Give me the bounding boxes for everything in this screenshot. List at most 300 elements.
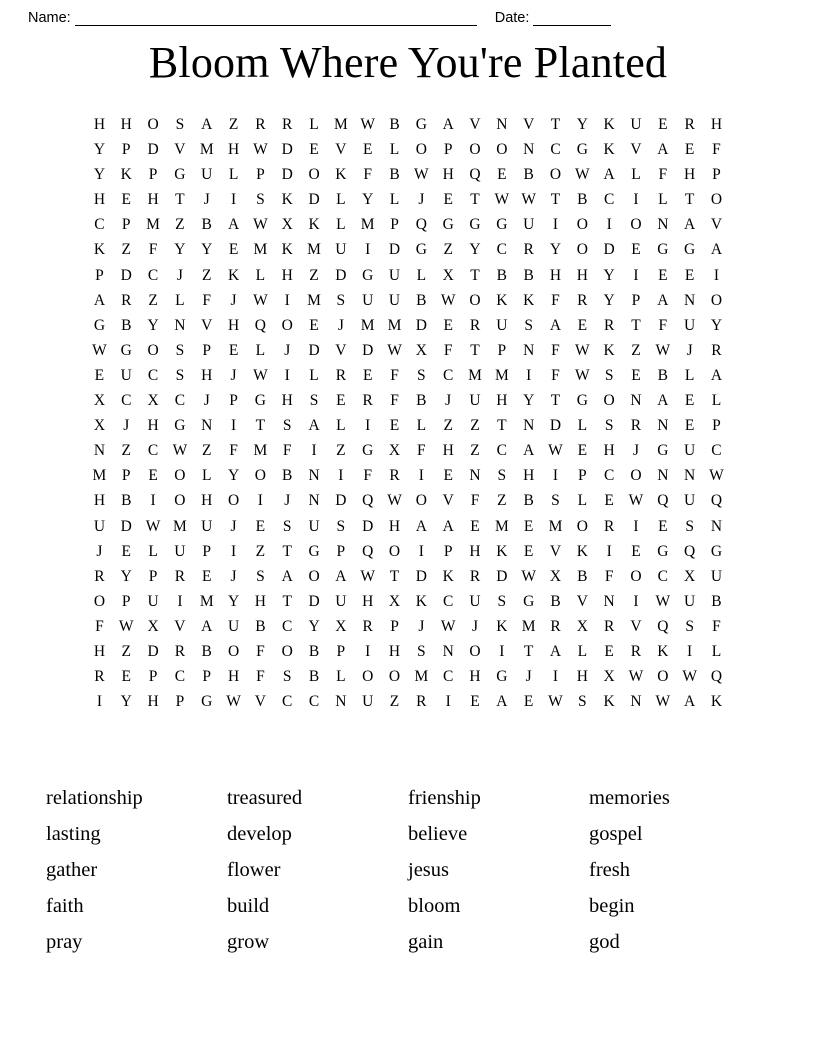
grid-letter[interactable]: O: [469, 642, 481, 660]
grid-letter[interactable]: U: [201, 517, 213, 535]
grid-letter[interactable]: S: [497, 467, 507, 485]
grid-letter[interactable]: F: [390, 366, 399, 384]
grid-letter[interactable]: D: [335, 266, 347, 284]
grid-letter[interactable]: I: [633, 266, 639, 284]
grid-letter[interactable]: J: [284, 492, 291, 510]
grid-letter[interactable]: Y: [227, 592, 240, 610]
grid-letter[interactable]: B: [416, 392, 427, 410]
grid-letter[interactable]: N: [93, 442, 106, 460]
grid-letter[interactable]: C: [308, 693, 320, 711]
grid-letter[interactable]: W: [118, 617, 134, 635]
grid-letter[interactable]: A: [227, 216, 240, 234]
grid-letter[interactable]: Q: [684, 542, 696, 560]
grid-letter[interactable]: D: [362, 517, 374, 535]
grid-letter[interactable]: N: [335, 693, 347, 711]
grid-letter[interactable]: S: [282, 517, 292, 535]
grid-letter[interactable]: H: [576, 668, 588, 686]
grid-letter[interactable]: N: [657, 417, 669, 435]
grid-letter[interactable]: G: [576, 141, 588, 159]
grid-letter[interactable]: K: [415, 592, 427, 610]
grid-letter[interactable]: V: [335, 341, 347, 359]
grid-letter[interactable]: M: [307, 291, 321, 309]
grid-letter[interactable]: A: [93, 291, 106, 309]
grid-letter[interactable]: G: [362, 442, 374, 460]
grid-letter[interactable]: E: [255, 517, 266, 535]
grid-letter[interactable]: O: [388, 668, 401, 686]
grid-letter[interactable]: R: [603, 617, 615, 635]
grid-letter[interactable]: P: [175, 693, 185, 711]
word-list-item[interactable]: believe: [408, 823, 468, 845]
grid-letter[interactable]: U: [201, 166, 213, 184]
grid-letter[interactable]: O: [281, 642, 293, 660]
grid-letter[interactable]: O: [147, 341, 159, 359]
grid-letter[interactable]: S: [336, 517, 346, 535]
grid-letter[interactable]: E: [604, 642, 614, 660]
grid-letter[interactable]: X: [415, 341, 427, 359]
grid-letter[interactable]: X: [335, 617, 347, 635]
grid-letter[interactable]: Y: [549, 241, 562, 259]
grid-letter[interactable]: M: [414, 668, 429, 686]
grid-letter[interactable]: C: [282, 617, 293, 635]
grid-letter[interactable]: W: [655, 341, 671, 359]
grid-letter[interactable]: D: [147, 642, 159, 660]
grid-letter[interactable]: R: [630, 417, 642, 435]
grid-letter[interactable]: U: [335, 592, 347, 610]
grid-letter[interactable]: J: [471, 617, 479, 635]
grid-letter[interactable]: N: [523, 141, 535, 159]
grid-letter[interactable]: X: [684, 567, 696, 585]
grid-letter[interactable]: M: [92, 467, 107, 485]
grid-letter[interactable]: K: [523, 291, 535, 309]
grid-letter[interactable]: T: [255, 417, 266, 435]
grid-letter[interactable]: D: [415, 567, 427, 585]
grid-letter[interactable]: U: [684, 592, 696, 610]
grid-letter[interactable]: O: [227, 492, 240, 510]
grid-letter[interactable]: P: [578, 467, 587, 485]
grid-letter[interactable]: L: [336, 216, 346, 234]
word-list-item[interactable]: gather: [46, 859, 98, 881]
grid-letter[interactable]: R: [469, 567, 481, 585]
grid-letter[interactable]: O: [174, 467, 186, 485]
grid-letter[interactable]: G: [254, 392, 266, 410]
grid-letter[interactable]: B: [389, 116, 400, 133]
grid-letter[interactable]: B: [255, 617, 266, 635]
grid-letter[interactable]: D: [308, 592, 320, 610]
grid-letter[interactable]: F: [390, 392, 399, 410]
grid-letter[interactable]: I: [418, 542, 424, 560]
grid-letter[interactable]: G: [174, 166, 186, 184]
grid-letter[interactable]: Y: [603, 266, 615, 284]
grid-letter[interactable]: O: [254, 467, 266, 485]
grid-letter[interactable]: B: [416, 291, 427, 309]
grid-letter[interactable]: O: [710, 291, 723, 309]
grid-letter[interactable]: U: [147, 592, 159, 610]
grid-letter[interactable]: K: [442, 567, 454, 585]
grid-letter[interactable]: E: [523, 517, 534, 535]
grid-letter[interactable]: O: [657, 668, 669, 686]
grid-letter[interactable]: F: [256, 668, 265, 686]
grid-letter[interactable]: D: [362, 341, 374, 359]
grid-letter[interactable]: T: [389, 567, 400, 585]
grid-letter[interactable]: S: [524, 316, 533, 334]
grid-letter[interactable]: G: [415, 116, 427, 133]
grid-letter[interactable]: V: [523, 116, 535, 133]
grid-letter[interactable]: C: [282, 693, 293, 711]
grid-letter[interactable]: J: [176, 266, 183, 284]
grid-letter[interactable]: K: [603, 693, 615, 711]
grid-letter[interactable]: F: [604, 567, 614, 585]
grid-letter[interactable]: O: [308, 166, 320, 184]
grid-letter[interactable]: X: [549, 567, 562, 585]
grid-letter[interactable]: W: [387, 341, 402, 359]
grid-letter[interactable]: V: [174, 617, 186, 635]
grid-letter[interactable]: M: [173, 517, 187, 535]
grid-letter[interactable]: Z: [201, 442, 212, 460]
grid-letter[interactable]: F: [658, 316, 668, 334]
grid-letter[interactable]: N: [684, 467, 696, 485]
grid-letter[interactable]: W: [628, 492, 644, 510]
grid-letter[interactable]: I: [311, 442, 317, 460]
grid-letter[interactable]: M: [253, 442, 268, 460]
grid-letter[interactable]: O: [415, 141, 427, 159]
grid-letter[interactable]: E: [309, 141, 319, 159]
grid-letter[interactable]: J: [230, 366, 237, 384]
grid-letter[interactable]: T: [550, 191, 561, 209]
grid-letter[interactable]: O: [388, 542, 401, 560]
grid-letter[interactable]: T: [523, 642, 534, 660]
grid-letter[interactable]: S: [175, 366, 185, 384]
grid-letter[interactable]: B: [308, 668, 320, 686]
grid-letter[interactable]: U: [308, 517, 320, 535]
grid-letter[interactable]: T: [631, 316, 641, 334]
grid-letter[interactable]: N: [630, 392, 642, 410]
grid-letter[interactable]: B: [657, 366, 668, 384]
grid-letter[interactable]: I: [552, 668, 559, 686]
grid-letter[interactable]: L: [416, 266, 427, 284]
grid-letter[interactable]: Q: [710, 492, 723, 510]
grid-letter[interactable]: E: [228, 241, 239, 259]
grid-letter[interactable]: T: [470, 341, 480, 359]
grid-letter[interactable]: L: [309, 116, 319, 133]
grid-letter[interactable]: A: [549, 316, 562, 334]
grid-letter[interactable]: R: [577, 291, 588, 309]
grid-letter[interactable]: A: [308, 417, 320, 435]
grid-letter[interactable]: Z: [228, 116, 239, 133]
word-list-item[interactable]: build: [227, 895, 270, 917]
grid-letter[interactable]: P: [148, 567, 158, 585]
grid-letter[interactable]: G: [120, 341, 132, 359]
word-search-grid[interactable]: [86, 112, 730, 714]
grid-letter[interactable]: Z: [121, 241, 131, 259]
grid-letter[interactable]: I: [284, 366, 290, 384]
grid-letter[interactable]: M: [387, 316, 402, 334]
grid-letter[interactable]: F: [712, 617, 721, 635]
grid-letter[interactable]: E: [470, 693, 480, 711]
grid-letter[interactable]: F: [658, 166, 668, 184]
grid-letter[interactable]: F: [229, 442, 238, 460]
grid-letter[interactable]: G: [657, 241, 669, 259]
grid-letter[interactable]: V: [630, 141, 642, 159]
grid-letter[interactable]: O: [174, 492, 186, 510]
grid-letter[interactable]: U: [93, 517, 106, 535]
grid-letter[interactable]: U: [227, 617, 240, 635]
grid-letter[interactable]: W: [521, 567, 536, 585]
grid-letter[interactable]: R: [603, 517, 615, 535]
grid-letter[interactable]: S: [497, 592, 507, 610]
grid-letter[interactable]: L: [228, 166, 239, 184]
grid-letter[interactable]: D: [415, 316, 427, 334]
grid-letter[interactable]: K: [710, 693, 723, 711]
grid-letter[interactable]: U: [469, 392, 481, 410]
grid-letter[interactable]: Q: [657, 617, 669, 635]
grid-letter[interactable]: O: [603, 392, 615, 410]
grid-letter[interactable]: I: [365, 417, 371, 435]
grid-letter[interactable]: C: [550, 141, 561, 159]
grid-letter[interactable]: O: [630, 467, 642, 485]
grid-letter[interactable]: E: [684, 417, 695, 435]
grid-letter[interactable]: I: [633, 592, 639, 610]
grid-letter[interactable]: Y: [523, 392, 535, 410]
word-list-item[interactable]: gospel: [589, 823, 643, 845]
grid-letter[interactable]: N: [523, 341, 535, 359]
grid-letter[interactable]: P: [121, 216, 131, 234]
grid-letter[interactable]: X: [576, 617, 588, 635]
grid-letter[interactable]: F: [95, 617, 104, 635]
grid-letter[interactable]: P: [148, 668, 158, 686]
grid-letter[interactable]: G: [201, 693, 213, 711]
grid-letter[interactable]: U: [362, 693, 374, 711]
grid-letter[interactable]: C: [174, 668, 186, 686]
grid-letter[interactable]: M: [494, 366, 509, 384]
grid-letter[interactable]: D: [308, 191, 320, 209]
grid-letter[interactable]: W: [575, 341, 590, 359]
grid-letter[interactable]: D: [281, 141, 293, 159]
grid-letter[interactable]: X: [388, 592, 401, 610]
word-list-item[interactable]: fresh: [589, 859, 630, 881]
grid-letter[interactable]: V: [630, 617, 642, 635]
grid-letter[interactable]: W: [655, 693, 671, 711]
grid-letter[interactable]: W: [548, 693, 563, 711]
grid-letter[interactable]: O: [469, 141, 481, 159]
grid-letter[interactable]: H: [201, 366, 213, 384]
grid-letter[interactable]: Y: [93, 141, 106, 159]
grid-letter[interactable]: J: [203, 191, 210, 209]
grid-letter[interactable]: G: [174, 417, 186, 435]
grid-letter[interactable]: W: [494, 191, 510, 209]
grid-letter[interactable]: Z: [631, 341, 641, 359]
grid-letter[interactable]: Z: [121, 442, 131, 460]
grid-letter[interactable]: S: [282, 668, 292, 686]
grid-letter[interactable]: I: [257, 492, 263, 510]
word-list-item[interactable]: bloom: [408, 895, 461, 917]
grid-letter[interactable]: M: [360, 216, 375, 234]
grid-letter[interactable]: H: [442, 442, 454, 460]
grid-letter[interactable]: T: [470, 266, 480, 284]
grid-letter[interactable]: H: [710, 116, 723, 133]
grid-letter[interactable]: E: [336, 392, 346, 410]
grid-letter[interactable]: G: [657, 542, 669, 560]
grid-letter[interactable]: U: [496, 316, 508, 334]
grid-letter[interactable]: G: [657, 442, 669, 460]
grid-letter[interactable]: O: [576, 241, 588, 259]
grid-letter[interactable]: Z: [148, 291, 158, 309]
grid-letter[interactable]: Y: [308, 617, 320, 635]
grid-letter[interactable]: J: [445, 392, 452, 410]
grid-letter[interactable]: E: [94, 366, 105, 384]
grid-letter[interactable]: Q: [657, 492, 669, 510]
grid-letter[interactable]: H: [362, 592, 374, 610]
grid-letter[interactable]: Z: [121, 642, 131, 660]
grid-letter[interactable]: E: [201, 567, 212, 585]
grid-letter[interactable]: T: [684, 191, 695, 209]
grid-letter[interactable]: A: [684, 216, 696, 234]
grid-letter[interactable]: Z: [255, 542, 266, 560]
grid-letter[interactable]: X: [93, 392, 106, 410]
grid-letter[interactable]: Y: [147, 316, 159, 334]
grid-letter[interactable]: H: [388, 517, 401, 535]
grid-letter[interactable]: R: [282, 116, 293, 133]
grid-letter[interactable]: W: [575, 366, 590, 384]
grid-letter[interactable]: O: [362, 668, 374, 686]
grid-letter[interactable]: U: [335, 241, 347, 259]
grid-letter[interactable]: A: [657, 392, 669, 410]
grid-letter[interactable]: S: [685, 617, 694, 635]
grid-letter[interactable]: I: [284, 291, 290, 309]
grid-letter[interactable]: L: [389, 141, 400, 159]
grid-letter[interactable]: E: [658, 116, 668, 133]
grid-letter[interactable]: X: [147, 392, 159, 410]
grid-letter[interactable]: E: [389, 417, 400, 435]
grid-letter[interactable]: K: [603, 141, 615, 159]
grid-letter[interactable]: L: [336, 417, 346, 435]
grid-letter[interactable]: Q: [415, 216, 427, 234]
grid-letter[interactable]: J: [203, 392, 210, 410]
grid-letter[interactable]: R: [684, 116, 695, 133]
grid-letter[interactable]: G: [576, 392, 588, 410]
grid-letter[interactable]: B: [121, 492, 132, 510]
grid-letter[interactable]: D: [120, 266, 132, 284]
grid-letter[interactable]: Z: [497, 492, 507, 510]
grid-letter[interactable]: E: [523, 693, 534, 711]
grid-letter[interactable]: D: [603, 241, 615, 259]
grid-letter[interactable]: N: [657, 467, 669, 485]
grid-letter[interactable]: H: [496, 392, 508, 410]
grid-letter[interactable]: A: [201, 116, 213, 133]
grid-letter[interactable]: B: [577, 191, 588, 209]
grid-letter[interactable]: R: [94, 567, 105, 585]
grid-letter[interactable]: I: [230, 542, 237, 560]
grid-letter[interactable]: S: [282, 417, 292, 435]
grid-letter[interactable]: F: [417, 442, 426, 460]
grid-letter[interactable]: Q: [362, 492, 374, 510]
grid-letter[interactable]: V: [576, 592, 588, 610]
grid-letter[interactable]: U: [120, 366, 132, 384]
grid-letter[interactable]: V: [201, 316, 213, 334]
grid-letter[interactable]: S: [256, 191, 265, 209]
grid-letter[interactable]: Z: [443, 241, 453, 259]
grid-letter[interactable]: G: [684, 241, 696, 259]
grid-letter[interactable]: A: [549, 642, 562, 660]
grid-letter[interactable]: E: [148, 467, 158, 485]
grid-letter[interactable]: R: [389, 467, 400, 485]
grid-letter[interactable]: P: [631, 291, 641, 309]
grid-letter[interactable]: N: [603, 592, 615, 610]
grid-letter[interactable]: P: [229, 392, 238, 410]
grid-letter[interactable]: D: [147, 141, 159, 159]
grid-letter[interactable]: E: [631, 366, 641, 384]
grid-letter[interactable]: P: [443, 141, 453, 159]
grid-letter[interactable]: H: [147, 693, 159, 711]
grid-letter[interactable]: B: [121, 316, 132, 334]
word-list-item[interactable]: treasured: [227, 787, 303, 809]
grid-letter[interactable]: E: [362, 141, 373, 159]
grid-letter[interactable]: T: [282, 542, 292, 560]
grid-letter[interactable]: H: [147, 191, 159, 209]
grid-letter[interactable]: J: [525, 668, 532, 686]
grid-letter[interactable]: H: [227, 141, 240, 159]
grid-letter[interactable]: K: [657, 642, 669, 660]
grid-letter[interactable]: O: [576, 517, 588, 535]
grid-letter[interactable]: P: [148, 166, 158, 184]
grid-letter[interactable]: M: [146, 216, 160, 234]
grid-letter[interactable]: A: [710, 241, 723, 259]
grid-letter[interactable]: L: [577, 642, 588, 660]
grid-letter[interactable]: P: [336, 542, 346, 560]
grid-letter[interactable]: R: [255, 116, 266, 133]
grid-letter[interactable]: W: [521, 191, 536, 209]
grid-letter[interactable]: K: [496, 291, 508, 309]
grid-letter[interactable]: K: [281, 191, 293, 209]
grid-letter[interactable]: H: [93, 642, 106, 660]
grid-letter[interactable]: W: [226, 693, 241, 711]
grid-letter[interactable]: W: [360, 116, 376, 133]
grid-letter[interactable]: M: [253, 241, 268, 259]
grid-letter[interactable]: A: [415, 517, 427, 535]
grid-letter[interactable]: N: [630, 693, 642, 711]
grid-letter[interactable]: Q: [710, 668, 723, 686]
grid-letter[interactable]: K: [227, 266, 240, 284]
grid-letter[interactable]: Z: [309, 266, 319, 284]
grid-letter[interactable]: X: [442, 266, 454, 284]
grid-letter[interactable]: X: [93, 417, 106, 435]
grid-letter[interactable]: E: [470, 517, 480, 535]
grid-letter[interactable]: P: [202, 341, 212, 359]
grid-letter[interactable]: C: [443, 592, 454, 610]
grid-letter[interactable]: J: [418, 617, 425, 635]
grid-letter[interactable]: B: [550, 592, 561, 610]
grid-letter[interactable]: F: [363, 467, 372, 485]
grid-letter[interactable]: R: [362, 617, 373, 635]
date-write-line[interactable]: [533, 12, 611, 26]
grid-letter[interactable]: M: [521, 617, 536, 635]
grid-letter[interactable]: K: [603, 116, 615, 133]
grid-letter[interactable]: I: [230, 191, 237, 209]
grid-letter[interactable]: E: [362, 366, 373, 384]
grid-letter[interactable]: B: [496, 266, 507, 284]
grid-letter[interactable]: C: [147, 266, 159, 284]
grid-letter[interactable]: G: [308, 542, 320, 560]
word-list-item[interactable]: relationship: [46, 787, 143, 809]
grid-letter[interactable]: U: [710, 567, 723, 585]
grid-letter[interactable]: D: [120, 517, 132, 535]
grid-letter[interactable]: J: [418, 191, 425, 209]
grid-letter[interactable]: M: [468, 366, 482, 384]
grid-letter[interactable]: B: [523, 492, 534, 510]
grid-letter[interactable]: R: [603, 316, 615, 334]
grid-letter[interactable]: E: [121, 668, 131, 686]
grid-letter[interactable]: R: [362, 392, 373, 410]
grid-letter[interactable]: O: [710, 191, 723, 209]
